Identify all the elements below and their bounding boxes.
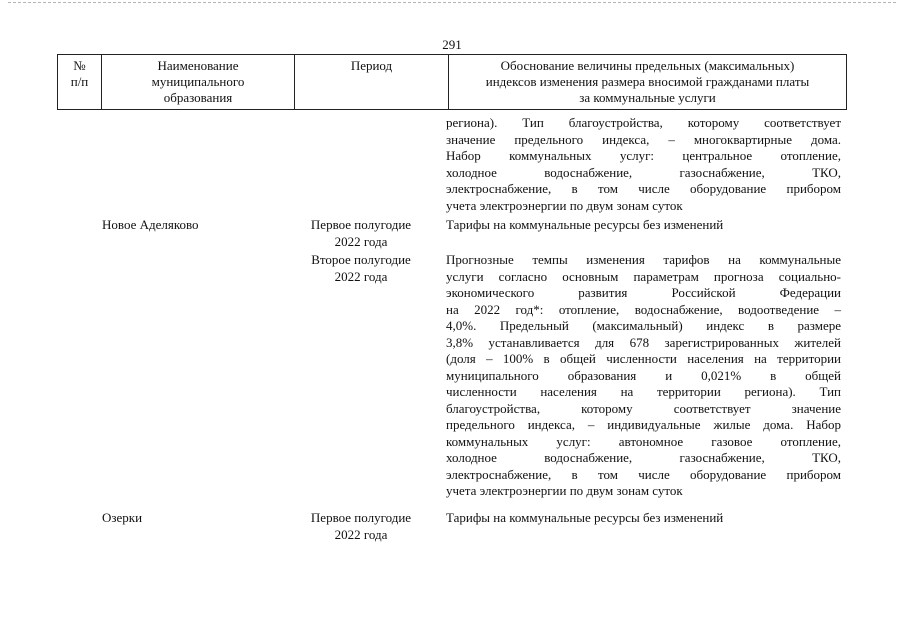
text-line: экономического развития Российской Федерации xyxy=(446,285,841,300)
text-line: учета электроэнергии по двум зонам суток xyxy=(446,197,683,213)
header-justification-line: Обоснование величины предельных (максимальных) xyxy=(500,58,795,73)
text-line: предельного индекса, – индивидуальные жилые дома. Набор xyxy=(446,417,841,432)
header-number-column xyxy=(58,55,101,109)
period-line: 2022 года xyxy=(334,268,388,284)
text-line: на 2022 год*: отопление, водоснабжение, водоотведение – xyxy=(446,301,841,317)
header-municipality-line: муниципального xyxy=(151,74,245,89)
period-cell xyxy=(294,217,428,250)
scan-top-rule xyxy=(8,2,896,3)
text-line: Прогнозные темпы изменения тарифов на коммунальные xyxy=(446,252,841,267)
header-justification-line: за коммунальные услуги xyxy=(579,90,716,105)
text-line: электроснабжение, в том числе оборудование прибором xyxy=(446,466,841,482)
text-line: услуги согласно основным параметрам прогноза социально- xyxy=(446,268,841,284)
period-line: Первое полугодие xyxy=(310,217,412,232)
header-number-line: № xyxy=(73,58,86,73)
text-line: 3,8% устанавливается для 678 зарегистрированных жителей xyxy=(446,334,841,350)
header-period-line: Период xyxy=(350,58,393,73)
justification-text xyxy=(446,217,841,234)
text-line: значение предельного индекса, – многоквартирные дома. xyxy=(446,131,841,147)
text-line: холодное водоснабжение, газоснабжение, ТКО, xyxy=(446,164,841,180)
table-header xyxy=(57,54,847,110)
text-line: Тарифы на коммунальные ресурсы без изменений xyxy=(446,510,724,525)
justification-text xyxy=(446,252,841,500)
header-justification-column xyxy=(448,55,846,109)
continuation-text xyxy=(446,115,841,214)
text-line: 4,0%. Предельный (максимальный) индекс в размере xyxy=(446,318,841,333)
period-cell xyxy=(294,252,428,285)
text-line: Набор коммунальных услуг: центральное отопление, xyxy=(446,148,841,163)
text-line: холодное водоснабжение, газоснабжение, ТКО, xyxy=(446,450,841,465)
period-line: Первое полугодие xyxy=(310,510,412,525)
period-line: Второе полугодие xyxy=(311,252,411,267)
municipality-name: Озерки xyxy=(102,510,143,525)
period-line: 2022 года xyxy=(334,233,388,249)
period-cell xyxy=(294,510,428,543)
header-number-line: п/п xyxy=(70,74,89,89)
justification-text xyxy=(446,510,841,527)
text-line: Тарифы на коммунальные ресурсы без изменений xyxy=(446,217,724,232)
text-line: муниципального образования и 0,021% в общей xyxy=(446,367,841,383)
header-period-column xyxy=(294,55,448,109)
text-line: коммунальных услуг: автономное газовое отопление, xyxy=(446,433,841,449)
header-justification-line: индексов изменения размера вносимой гражданами платы xyxy=(485,74,810,89)
text-line: электроснабжение, в том числе оборудование прибором xyxy=(446,181,841,196)
header-municipality-line: образования xyxy=(163,90,233,105)
text-line: благоустройства, которому соответствует значение xyxy=(446,400,841,416)
text-line: численности населения на территории региона). Тип xyxy=(446,384,841,399)
page-number: 291 xyxy=(442,37,462,52)
header-municipality-line: Наименование xyxy=(157,58,239,73)
municipality-name: Новое Аделяково xyxy=(102,217,199,232)
period-line: 2022 года xyxy=(334,526,388,542)
text-line: (доля – 100% в общей численности населения на территории xyxy=(446,351,841,366)
text-line: учета электроэнергии по двум зонам суток xyxy=(446,483,683,498)
header-municipality-column xyxy=(101,55,294,109)
text-line: региона). Тип благоустройства, которому соответствует xyxy=(446,115,841,130)
